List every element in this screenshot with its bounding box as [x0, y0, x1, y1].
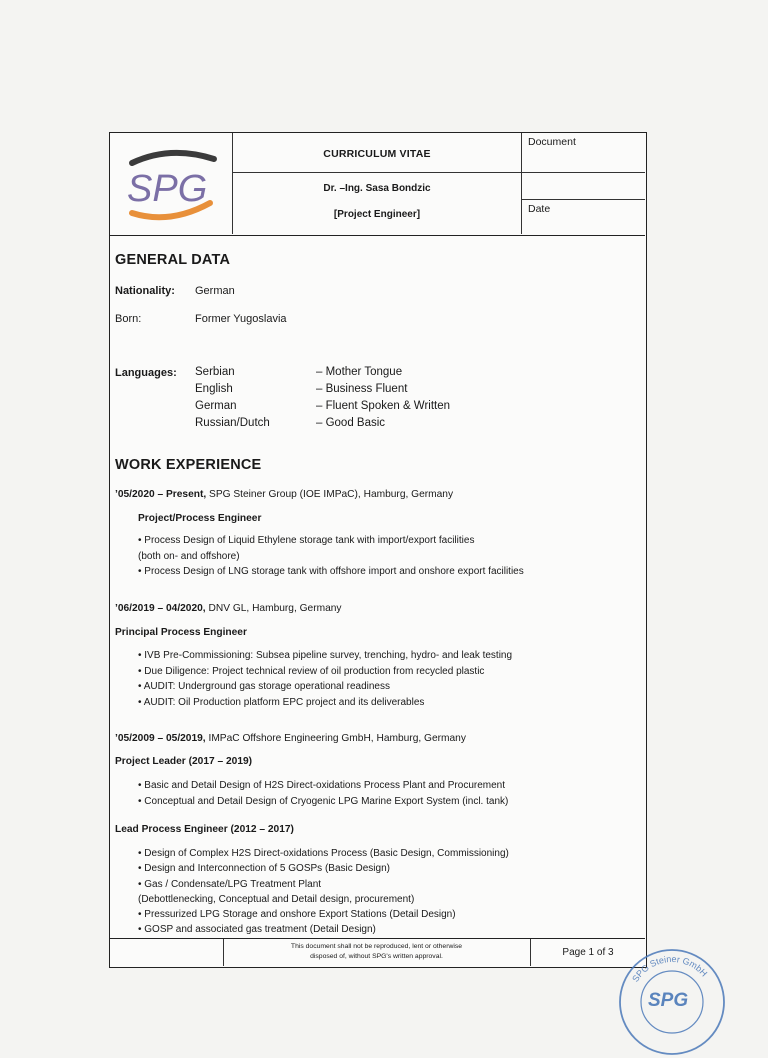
work-entry-heading: [115, 733, 466, 744]
work-role: Principal Process Engineer: [115, 627, 247, 638]
work-bullets: [138, 846, 509, 938]
work-bullets: [138, 533, 524, 580]
work-bullets: [138, 778, 508, 809]
language-name: Russian/Dutch: [195, 417, 270, 429]
work-experience-heading: WORK EXPERIENCE: [115, 457, 262, 473]
cv-page: [109, 132, 647, 968]
work-bullet: • AUDIT: Underground gas storage operational readiness: [138, 681, 390, 692]
work-bullet: • Pressurized LPG Storage and onshore Export Stations (Detail Design): [138, 909, 456, 921]
date-label: Date: [528, 203, 551, 215]
work-bullet: • Design of Complex H2S Direct-oxidations Process (Basic Design, Commissioning): [138, 848, 509, 859]
work-company: IMPaC Offshore Engineering GmbH, Hamburg, Germany: [208, 733, 466, 744]
stamp-logo-text: SPG: [648, 990, 689, 1011]
work-bullet: • Conceptual and Detail Design of Cryogenic LPG Marine Export System (incl. tank): [138, 795, 509, 807]
born-value: Former Yugoslavia: [195, 313, 287, 325]
logo-cell: [110, 133, 233, 234]
work-bullet: • Basic and Detail Design of H2S Direct-oxidations Process Plant and Procurement: [138, 780, 506, 791]
work-bullet: • Design and Interconnection of 5 GOSPs (Basic Design): [138, 863, 390, 875]
doc-title: CURRICULUM VITAE: [323, 148, 431, 160]
language-name: English: [195, 383, 233, 395]
footer-blank-cell: [110, 939, 224, 966]
work-bullet: • GOSP and associated gas treatment (Detail Design): [138, 924, 376, 936]
work-period: ’06/2019 – 04/2020,: [115, 603, 206, 614]
work-role: Project Leader (2017 – 2019): [115, 756, 253, 767]
work-period: ’05/2020 – Present,: [115, 489, 207, 500]
work-bullet: • AUDIT: Oil Production platform EPC project and its deliverables: [138, 696, 425, 708]
footer-notice-line: disposed of, without SPG's written approval.: [310, 953, 443, 960]
footer-notice: [223, 939, 531, 966]
nationality-label: Nationality:: [115, 285, 175, 297]
born-label: Born:: [115, 313, 142, 325]
language-level: – Business Fluent: [316, 383, 408, 395]
languages-label: Languages:: [115, 367, 177, 379]
person-role: [Project Engineer]: [333, 209, 421, 220]
language-level: – Mother Tongue: [316, 366, 403, 378]
work-period: ’05/2009 – 05/2019,: [115, 733, 206, 744]
page-number: Page 1 of 3: [562, 947, 614, 958]
work-bullet: (both on- and offshore): [138, 550, 240, 562]
person-name: Dr. –Ing. Sasa Bondzic: [323, 183, 431, 194]
work-role: Lead Process Engineer (2012 – 2017): [115, 824, 294, 835]
title-cell: [233, 133, 522, 173]
name-cell: [233, 173, 522, 234]
work-bullets: [138, 648, 512, 710]
language-level: – Good Basic: [316, 417, 386, 429]
spg-logo: [110, 133, 233, 234]
language-name: Serbian: [195, 366, 235, 378]
footer-notice-line: This document shall not be reproduced, lent or otherwise: [290, 943, 463, 950]
language-level: – Fluent Spoken & Written: [316, 400, 451, 412]
document-header: [110, 133, 645, 236]
nationality-value: German: [195, 285, 235, 297]
document-footer: [110, 938, 645, 967]
work-bullet: • Due Diligence: Project technical review of oil production from recycled plastic: [138, 665, 485, 677]
logo-text: SPG: [127, 168, 208, 210]
work-bullet: (Debottlenecking, Conceptual and Detail design, procurement): [138, 893, 415, 905]
work-bullet: • Process Design of LNG storage tank with offshore import and onshore export facilities: [138, 566, 524, 577]
language-names: [195, 364, 270, 432]
work-entry-heading: [115, 489, 453, 500]
document-cell: [522, 133, 645, 173]
work-company: SPG Steiner Group (IOE IMPaC), Hamburg, Germany: [209, 489, 454, 500]
work-entry-heading: [115, 603, 342, 614]
date-cell: [522, 200, 645, 234]
work-role: Project/Process Engineer: [138, 513, 262, 524]
general-data-heading: GENERAL DATA: [115, 252, 231, 268]
language-levels: [316, 364, 450, 432]
document-number-cell: [522, 173, 645, 200]
work-bullet: • Gas / Condensate/LPG Treatment Plant: [138, 878, 322, 890]
document-label: Document: [528, 136, 576, 148]
stamp-ring-text: SPG Steiner GmbH: [630, 953, 710, 984]
work-bullet: • Process Design of Liquid Ethylene storage tank with import/export facilities: [138, 535, 475, 546]
work-bullet: • IVB Pre-Commissioning: Subsea pipeline survey, trenching, hydro- and leak testing: [138, 650, 513, 661]
company-stamp: [616, 946, 728, 1058]
work-company: DNV GL, Hamburg, Germany: [208, 603, 342, 614]
language-name: German: [195, 400, 237, 412]
